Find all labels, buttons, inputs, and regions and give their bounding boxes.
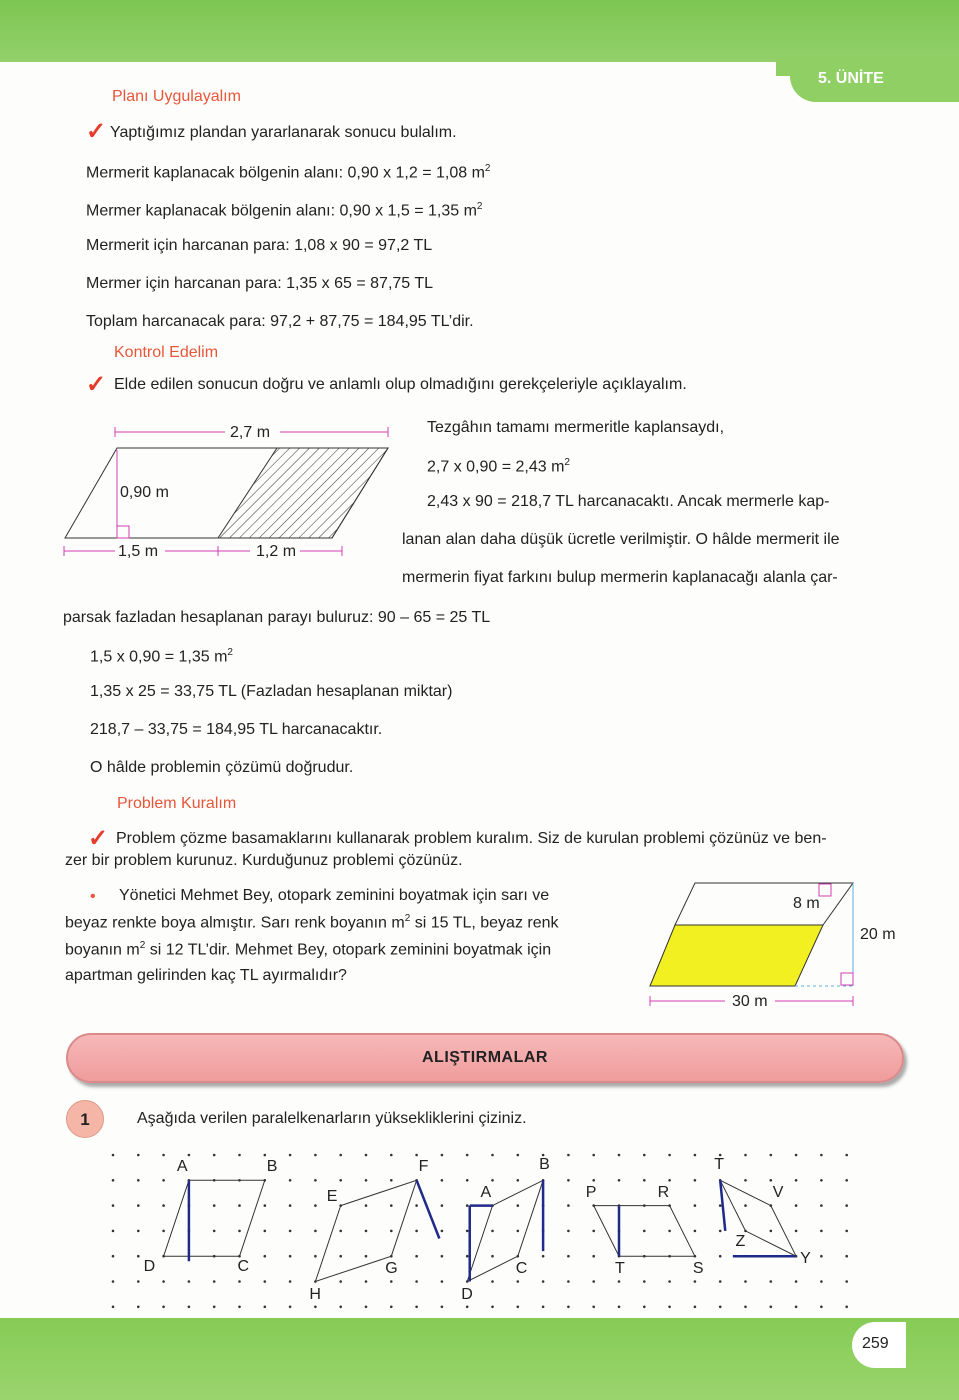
section-heading-plan: Planı Uygulayalım bbox=[112, 88, 241, 105]
plan-line: Mermer kaplanacak bölgenin alanı: 0,90 x 1,5 = 1,35 $m^2$ bbox=[86, 201, 483, 220]
grid-dot bbox=[770, 1154, 773, 1157]
grid-dot bbox=[694, 1255, 697, 1258]
grid-dot bbox=[845, 1306, 848, 1309]
grid-dot bbox=[618, 1230, 621, 1233]
vertex-label: S bbox=[692, 1260, 704, 1278]
vertex-label: D bbox=[461, 1285, 473, 1303]
grid-dot bbox=[466, 1154, 469, 1157]
grid-dot bbox=[668, 1230, 671, 1233]
grid-dot bbox=[188, 1230, 191, 1233]
dim-top: 2,7 m bbox=[230, 424, 271, 441]
grid-dot bbox=[845, 1230, 848, 1233]
grid-dot bbox=[238, 1255, 241, 1258]
grid-dot bbox=[517, 1306, 520, 1309]
plan-line: Mermer için harcanan para: 1,35 x 65 = 87,75 TL bbox=[86, 275, 434, 292]
grid-dot bbox=[415, 1306, 418, 1309]
grid-dot bbox=[694, 1179, 697, 1182]
grid-dot bbox=[592, 1230, 595, 1233]
grid-dot bbox=[770, 1280, 773, 1283]
grid-dot bbox=[618, 1179, 621, 1182]
grid-dot bbox=[643, 1179, 646, 1182]
grid-dot bbox=[188, 1204, 191, 1207]
grid-dot bbox=[466, 1280, 469, 1283]
vertex-label: P bbox=[585, 1183, 597, 1201]
grid-dot bbox=[466, 1255, 469, 1258]
grid-dot bbox=[314, 1280, 317, 1283]
grid-dot bbox=[213, 1306, 216, 1309]
grid-dot bbox=[466, 1204, 469, 1207]
grid-dot bbox=[365, 1179, 368, 1182]
grid-dot bbox=[643, 1230, 646, 1233]
grid-dot bbox=[744, 1230, 747, 1233]
grid-dot bbox=[213, 1204, 216, 1207]
dim-8m: 8 m bbox=[793, 895, 820, 912]
grid-dot bbox=[592, 1306, 595, 1309]
kontrol-intro: Elde edilen sonucun doğru ve anlamlı olup olmadığını gerekçeleriyle açıklayalım. bbox=[114, 376, 687, 393]
grid-dot bbox=[365, 1230, 368, 1233]
grid-dot bbox=[415, 1179, 418, 1182]
grid-dot bbox=[820, 1179, 823, 1182]
grid-dot bbox=[845, 1280, 848, 1283]
grid-dot bbox=[845, 1154, 848, 1157]
grid-dot bbox=[744, 1204, 747, 1207]
grid-dot bbox=[339, 1230, 342, 1233]
grid-dot bbox=[339, 1204, 342, 1207]
grid-dot bbox=[567, 1255, 570, 1258]
grid-dot bbox=[694, 1230, 697, 1233]
grid-dot bbox=[820, 1154, 823, 1157]
grid-dot bbox=[238, 1204, 241, 1207]
handwritten-height-line bbox=[720, 1180, 725, 1231]
check-icon: ✓ bbox=[88, 825, 109, 852]
grid-dot bbox=[719, 1280, 722, 1283]
grid-dot bbox=[517, 1280, 520, 1283]
grid-dot bbox=[770, 1306, 773, 1309]
grid-dot bbox=[466, 1179, 469, 1182]
grid-dot bbox=[112, 1306, 115, 1309]
dim-30m: 30 m bbox=[732, 993, 768, 1010]
grid-dot bbox=[137, 1230, 140, 1233]
grid-dot bbox=[137, 1204, 140, 1207]
grid-dot bbox=[415, 1255, 418, 1258]
grid-dot bbox=[213, 1280, 216, 1283]
grid-dot bbox=[314, 1255, 317, 1258]
kontrol-line: mermerin fiyat farkını bulup mermerin kaplanacağı alanla çar- bbox=[402, 569, 838, 586]
grid-dot bbox=[795, 1179, 798, 1182]
grid-dot bbox=[162, 1230, 165, 1233]
grid-dot bbox=[795, 1306, 798, 1309]
grid-dot bbox=[137, 1179, 140, 1182]
vertex-label: T bbox=[714, 1156, 724, 1174]
vertex-label: V bbox=[772, 1183, 784, 1201]
grid-dot bbox=[289, 1306, 292, 1309]
grid-dot bbox=[289, 1154, 292, 1157]
grid-dot bbox=[719, 1306, 722, 1309]
grid-dot bbox=[694, 1204, 697, 1207]
grid-dot bbox=[517, 1255, 520, 1258]
exercise-number: 1 bbox=[66, 1100, 104, 1138]
grid-dot bbox=[694, 1280, 697, 1283]
vertex-label: C bbox=[237, 1258, 250, 1276]
grid-dot bbox=[517, 1179, 520, 1182]
grid-dot bbox=[314, 1306, 317, 1309]
grid-dot bbox=[162, 1280, 165, 1283]
grid-dot bbox=[517, 1154, 520, 1157]
handwritten-height-line bbox=[417, 1180, 440, 1238]
grid-dot bbox=[491, 1280, 494, 1283]
grid-dot bbox=[542, 1179, 545, 1182]
grid-dot bbox=[339, 1179, 342, 1182]
kontrol-line: 1,5 x 0,90 = 1,35 $m^2$ bbox=[90, 647, 233, 666]
dim-20m: 20 m bbox=[860, 926, 896, 943]
grid-dot bbox=[820, 1306, 823, 1309]
grid-dot bbox=[365, 1306, 368, 1309]
grid-dot bbox=[567, 1230, 570, 1233]
grid-dot bbox=[112, 1255, 115, 1258]
problem-text: apartman gelirinden kaç TL ayırmalıdır? bbox=[65, 967, 347, 984]
grid-dot bbox=[744, 1179, 747, 1182]
grid-dot bbox=[137, 1306, 140, 1309]
grid-dot bbox=[542, 1280, 545, 1283]
grid-dot bbox=[795, 1280, 798, 1283]
vertex-label: Z bbox=[735, 1232, 746, 1250]
grid-dot bbox=[365, 1204, 368, 1207]
grid-dot bbox=[668, 1179, 671, 1182]
grid-dot bbox=[289, 1230, 292, 1233]
grid-dot bbox=[339, 1306, 342, 1309]
grid-dot bbox=[567, 1306, 570, 1309]
parallelogram bbox=[467, 1180, 543, 1281]
grid-dot bbox=[770, 1179, 773, 1182]
grid-dot bbox=[365, 1255, 368, 1258]
grid-dot bbox=[491, 1306, 494, 1309]
exercises-banner: ALIŞTIRMALAR bbox=[66, 1033, 904, 1083]
vertex-label: A bbox=[480, 1183, 492, 1201]
grid-dot bbox=[264, 1255, 267, 1258]
plan-line: Toplam harcanacak para: 97,2 + 87,75 = 184,95 TL’dir. bbox=[86, 313, 474, 330]
vertex-label: A bbox=[176, 1158, 188, 1176]
grid-dot bbox=[238, 1154, 241, 1157]
grid-dot bbox=[213, 1255, 216, 1258]
kontrol-line: 218,7 – 33,75 = 184,95 TL harcanacaktır. bbox=[90, 721, 383, 738]
problem-text: beyaz renkte boya almıştır. Sarı renk boyanın $m^2$ si 15 TL, beyaz renk bbox=[65, 913, 559, 932]
grid-dot bbox=[744, 1306, 747, 1309]
grid-dot bbox=[441, 1179, 444, 1182]
grid-dot bbox=[668, 1154, 671, 1157]
grid-dot bbox=[264, 1230, 267, 1233]
grid-dot bbox=[795, 1154, 798, 1157]
problem-intro: zer bir problem kurunuz. Kurduğunuz problemi çözünüz. bbox=[65, 852, 463, 869]
grid-dot bbox=[390, 1230, 393, 1233]
bottom-banner bbox=[0, 1318, 959, 1400]
grid-dot bbox=[491, 1255, 494, 1258]
grid-dot bbox=[441, 1255, 444, 1258]
dim-b2: 1,2 m bbox=[256, 543, 297, 560]
grid-dot bbox=[441, 1204, 444, 1207]
grid-dot bbox=[162, 1154, 165, 1157]
grid-dot bbox=[643, 1154, 646, 1157]
grid-dot bbox=[567, 1179, 570, 1182]
grid-dot bbox=[694, 1154, 697, 1157]
grid-dot bbox=[339, 1154, 342, 1157]
vertex-label: B bbox=[539, 1156, 550, 1174]
vertex-label: F bbox=[418, 1158, 429, 1176]
grid-dot bbox=[238, 1280, 241, 1283]
grid-dot bbox=[289, 1280, 292, 1283]
grid-dot bbox=[112, 1154, 115, 1157]
vertex-label: D bbox=[143, 1258, 156, 1276]
grid-dot bbox=[390, 1179, 393, 1182]
grid-dot bbox=[415, 1154, 418, 1157]
grid-dot bbox=[466, 1306, 469, 1309]
dim-height: 0,90 m bbox=[120, 484, 169, 501]
vertex-label: Y bbox=[800, 1250, 811, 1268]
grid-dot bbox=[162, 1255, 165, 1258]
grid-dot bbox=[441, 1154, 444, 1157]
parallelogram bbox=[164, 1180, 265, 1256]
grid-dot bbox=[770, 1204, 773, 1207]
grid-dot bbox=[415, 1204, 418, 1207]
page-number: 259 bbox=[852, 1322, 906, 1368]
grid-dot bbox=[137, 1154, 140, 1157]
exercise-question: Aşağıda verilen paralelkenarların yüksekliklerini çiziniz. bbox=[137, 1110, 527, 1127]
grid-dot bbox=[112, 1179, 115, 1182]
grid-dot bbox=[441, 1230, 444, 1233]
grid-dot bbox=[820, 1230, 823, 1233]
grid-dot bbox=[491, 1204, 494, 1207]
grid-dot bbox=[542, 1230, 545, 1233]
grid-dot bbox=[441, 1306, 444, 1309]
grid-dot bbox=[719, 1230, 722, 1233]
grid-dot bbox=[264, 1154, 267, 1157]
problem-intro: Problem çözme basamaklarını kullanarak problem kuralım. Siz de kurulan problemi çözünüz ve ben- bbox=[116, 830, 827, 847]
grid-dot bbox=[137, 1255, 140, 1258]
grid-dot bbox=[264, 1306, 267, 1309]
grid-dot bbox=[744, 1280, 747, 1283]
grid-dot bbox=[289, 1204, 292, 1207]
grid-dot bbox=[618, 1204, 621, 1207]
grid-dot bbox=[618, 1280, 621, 1283]
grid-dot bbox=[188, 1179, 191, 1182]
kontrol-line: lanan alan daha düşük ücretle verilmiştir. O hâlde mermerit ile bbox=[402, 531, 840, 548]
grid-dot bbox=[264, 1179, 267, 1182]
grid-dot bbox=[567, 1204, 570, 1207]
grid-dot bbox=[264, 1280, 267, 1283]
grid-dot bbox=[390, 1204, 393, 1207]
kontrol-line: 2,7 x 0,90 = 2,43 $m^2$ bbox=[427, 457, 570, 476]
vertex-label: T bbox=[615, 1260, 625, 1278]
vertex-label: R bbox=[657, 1183, 670, 1201]
grid-dot bbox=[845, 1179, 848, 1182]
grid-dot bbox=[264, 1204, 267, 1207]
grid-dot bbox=[592, 1154, 595, 1157]
kontrol-line: O hâlde problemin çözümü doğrudur. bbox=[90, 759, 354, 776]
grid-dot bbox=[542, 1306, 545, 1309]
grid-dot bbox=[365, 1154, 368, 1157]
grid-dot bbox=[188, 1154, 191, 1157]
grid-dot bbox=[491, 1179, 494, 1182]
grid-dot bbox=[289, 1179, 292, 1182]
grid-dot bbox=[339, 1255, 342, 1258]
grid-dot bbox=[820, 1280, 823, 1283]
grid-dot bbox=[668, 1255, 671, 1258]
grid-dot bbox=[213, 1230, 216, 1233]
grid-dot bbox=[188, 1306, 191, 1309]
grid-dot bbox=[415, 1280, 418, 1283]
kontrol-line: 1,35 x 25 = 33,75 TL (Fazladan hesaplanan miktar) bbox=[90, 683, 453, 700]
plan-intro: Yaptığımız plandan yararlanarak sonucu bulalım. bbox=[110, 124, 457, 141]
grid-dot bbox=[643, 1255, 646, 1258]
section-heading-kontrol: Kontrol Edelim bbox=[114, 344, 219, 361]
grid-dot bbox=[365, 1280, 368, 1283]
grid-dot bbox=[491, 1230, 494, 1233]
top-banner bbox=[0, 0, 959, 62]
grid-dot bbox=[770, 1230, 773, 1233]
grid-dot bbox=[517, 1230, 520, 1233]
grid-dot bbox=[618, 1306, 621, 1309]
grid-dot bbox=[542, 1204, 545, 1207]
grid-dot bbox=[643, 1280, 646, 1283]
grid-dot bbox=[517, 1204, 520, 1207]
grid-dot bbox=[491, 1154, 494, 1157]
grid-dot bbox=[112, 1280, 115, 1283]
grid-dot bbox=[112, 1204, 115, 1207]
unit-tab: 5. ÜNİTE bbox=[790, 56, 959, 102]
grid-dot bbox=[162, 1204, 165, 1207]
vertex-label: B bbox=[266, 1158, 278, 1176]
grid-dot bbox=[339, 1280, 342, 1283]
bullet-icon: • bbox=[90, 888, 96, 905]
grid-dot bbox=[820, 1255, 823, 1258]
grid-dot bbox=[719, 1179, 722, 1182]
grid-dot bbox=[314, 1204, 317, 1207]
vertex-label: C bbox=[515, 1260, 528, 1278]
grid-dot bbox=[592, 1255, 595, 1258]
grid-dot bbox=[592, 1280, 595, 1283]
grid-dot bbox=[744, 1154, 747, 1157]
grid-dot bbox=[188, 1255, 191, 1258]
grid-dot bbox=[668, 1204, 671, 1207]
grid-dot bbox=[719, 1204, 722, 1207]
grid-dot bbox=[820, 1204, 823, 1207]
grid-dot bbox=[618, 1154, 621, 1157]
kontrol-line: 2,43 x 90 = 218,7 TL harcanacaktı. Ancak mermerle kap- bbox=[427, 493, 830, 510]
grid-dot bbox=[238, 1230, 241, 1233]
grid-dot bbox=[415, 1230, 418, 1233]
problem-text: boyanın $m^2$ si 12 TL’dir. Mehmet Bey, otopark zeminini boyatmak için bbox=[65, 940, 552, 959]
grid-dot bbox=[795, 1230, 798, 1233]
grid-dot bbox=[162, 1179, 165, 1182]
dim-b1: 1,5 m bbox=[118, 543, 159, 560]
grid-dot bbox=[567, 1280, 570, 1283]
grid-dot bbox=[213, 1154, 216, 1157]
grid-dot bbox=[694, 1306, 697, 1309]
grid-dot bbox=[845, 1255, 848, 1258]
problem-text: Yönetici Mehmet Bey, otopark zeminini boyatmak için sarı ve bbox=[119, 887, 550, 904]
section-heading-problem: Problem Kuralım bbox=[117, 795, 237, 812]
grid-dot bbox=[542, 1255, 545, 1258]
grid-dot bbox=[390, 1154, 393, 1157]
plan-line: Mermerit için harcanan para: 1,08 x 90 = 97,2 TL bbox=[86, 237, 433, 254]
parallelogram bbox=[720, 1180, 796, 1256]
countertop-diagram bbox=[60, 420, 400, 570]
grid-dot bbox=[668, 1280, 671, 1283]
check-icon: ✓ bbox=[86, 118, 107, 145]
check-icon: ✓ bbox=[86, 371, 107, 398]
grid-dot bbox=[592, 1179, 595, 1182]
grid-dot bbox=[314, 1179, 317, 1182]
kontrol-line: parsak fazladan hesaplanan parayı buluruz: 90 – 65 = 25 TL bbox=[63, 609, 491, 626]
grid-dot bbox=[112, 1230, 115, 1233]
grid-dot bbox=[770, 1255, 773, 1258]
grid-dot bbox=[314, 1154, 317, 1157]
grid-dot bbox=[618, 1255, 621, 1258]
grid-dot bbox=[592, 1204, 595, 1207]
grid-dot bbox=[845, 1204, 848, 1207]
grid-dot bbox=[466, 1230, 469, 1233]
grid-dot bbox=[137, 1280, 140, 1283]
grid-dot bbox=[795, 1255, 798, 1258]
grid-dot bbox=[314, 1230, 317, 1233]
grid-dot bbox=[795, 1204, 798, 1207]
grid-dot bbox=[289, 1255, 292, 1258]
kontrol-line: Tezgâhın tamamı mermeritle kaplansaydı, bbox=[427, 419, 725, 436]
grid-dot bbox=[390, 1255, 393, 1258]
plan-line: Mermerit kaplanacak bölgenin alanı: 0,90 x 1,2 = 1,08 $m^2$ bbox=[86, 163, 491, 182]
grid-dot bbox=[188, 1280, 191, 1283]
vertex-label: H bbox=[309, 1285, 321, 1303]
grid-dot bbox=[238, 1306, 241, 1309]
grid-dot bbox=[719, 1255, 722, 1258]
grid-dot bbox=[238, 1179, 241, 1182]
vertex-label: E bbox=[326, 1187, 338, 1205]
grid-dot bbox=[668, 1306, 671, 1309]
vertex-label: G bbox=[385, 1260, 398, 1278]
grid-dot bbox=[643, 1204, 646, 1207]
grid-dot bbox=[744, 1255, 747, 1258]
grid-dot bbox=[390, 1306, 393, 1309]
grid-dot bbox=[441, 1280, 444, 1283]
grid-dot bbox=[643, 1306, 646, 1309]
parallelogram bbox=[594, 1206, 695, 1257]
grid-dot bbox=[162, 1306, 165, 1309]
grid-dot bbox=[567, 1154, 570, 1157]
grid-dot bbox=[390, 1280, 393, 1283]
grid-dot bbox=[213, 1179, 216, 1182]
